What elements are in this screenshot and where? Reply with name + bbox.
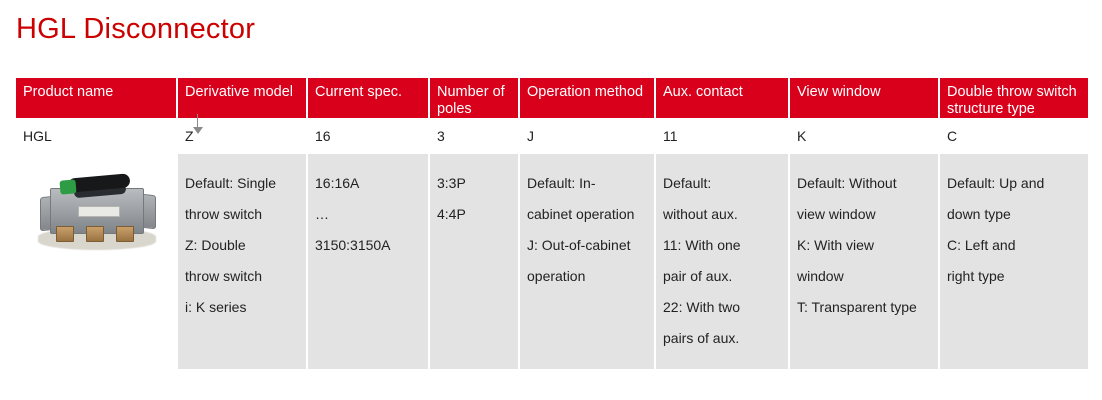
table-column-operation-method: [520, 78, 656, 381]
page-title: HGL Disconnector: [16, 13, 256, 45]
photo-terminal: [116, 226, 134, 242]
body-line: C: Left and: [947, 237, 1016, 253]
body-line: Z: Double: [185, 237, 246, 253]
body-line: 11: With one: [663, 237, 741, 253]
body-line: view window: [797, 206, 876, 222]
table-column-aux-contact: [656, 78, 790, 381]
column-header: Double throw switch structure type: [940, 78, 1088, 118]
body-line: Default: Without: [797, 175, 897, 191]
model-code-table: [16, 78, 1088, 381]
body-line: 16:16A: [315, 175, 360, 191]
body-line: 22: With two: [663, 299, 741, 315]
body-line: window: [797, 268, 844, 284]
column-body: [308, 154, 430, 369]
body-line: …: [315, 206, 329, 222]
table-column-derivative-model: [178, 78, 308, 381]
body-line: pairs of aux.: [663, 330, 740, 346]
column-header: Number of poles: [430, 78, 520, 118]
body-line: 4:4P: [437, 206, 466, 222]
code-value: Z: [178, 118, 308, 154]
body-line: throw switch: [185, 268, 263, 284]
body-line: Default: Single: [185, 175, 277, 191]
column-body: [430, 154, 520, 369]
code-value: J: [520, 118, 656, 154]
body-line: Default:: [663, 175, 712, 191]
code-value: 3: [430, 118, 520, 154]
product-photo: [34, 166, 162, 258]
column-body: [790, 154, 940, 369]
column-header: Operation method: [520, 78, 656, 118]
table-column-product-name: [16, 78, 178, 381]
photo-nameplate: [78, 206, 120, 217]
table-column-double-throw-structure-type: [940, 78, 1088, 381]
code-value: HGL: [16, 118, 178, 154]
column-header: Aux. contact: [656, 78, 790, 118]
body-line: without aux.: [663, 206, 738, 222]
body-line: right type: [947, 268, 1005, 284]
column-header: Current spec.: [308, 78, 430, 118]
column-body: [656, 154, 790, 369]
body-line: Default: In-: [527, 175, 596, 191]
column-body: [940, 154, 1088, 369]
table-column-number-of-poles: [430, 78, 520, 381]
body-line: 3150:3150A: [315, 237, 391, 253]
code-value: C: [940, 118, 1088, 154]
column-body: [16, 166, 178, 381]
body-line: operation: [527, 268, 586, 284]
column-header: View window: [790, 78, 940, 118]
photo-terminal: [56, 226, 74, 242]
body-line: Default: Up and: [947, 175, 1045, 191]
body-line: J: Out-of-cabinet: [527, 237, 631, 253]
body-line: pair of aux.: [663, 268, 733, 284]
down-arrow-icon: [192, 114, 204, 136]
body-line: K: With view: [797, 237, 875, 253]
column-header: Derivative model: [178, 78, 308, 118]
photo-terminal: [86, 226, 104, 242]
column-body: [520, 154, 656, 369]
body-line: cabinet operation: [527, 206, 635, 222]
photo-green-button: [59, 179, 76, 194]
column-body: [178, 154, 308, 369]
body-line: down type: [947, 206, 1011, 222]
body-line: T: Transparent type: [797, 299, 917, 315]
code-value: K: [790, 118, 940, 154]
code-value: 11: [656, 118, 790, 154]
table-column-current-spec: [308, 78, 430, 381]
body-line: throw switch: [185, 206, 263, 222]
body-line: i: K series: [185, 299, 247, 315]
body-line: 3:3P: [437, 175, 466, 191]
table-column-view-window: [790, 78, 940, 381]
column-header: Product name: [16, 78, 178, 118]
code-value: 16: [308, 118, 430, 154]
